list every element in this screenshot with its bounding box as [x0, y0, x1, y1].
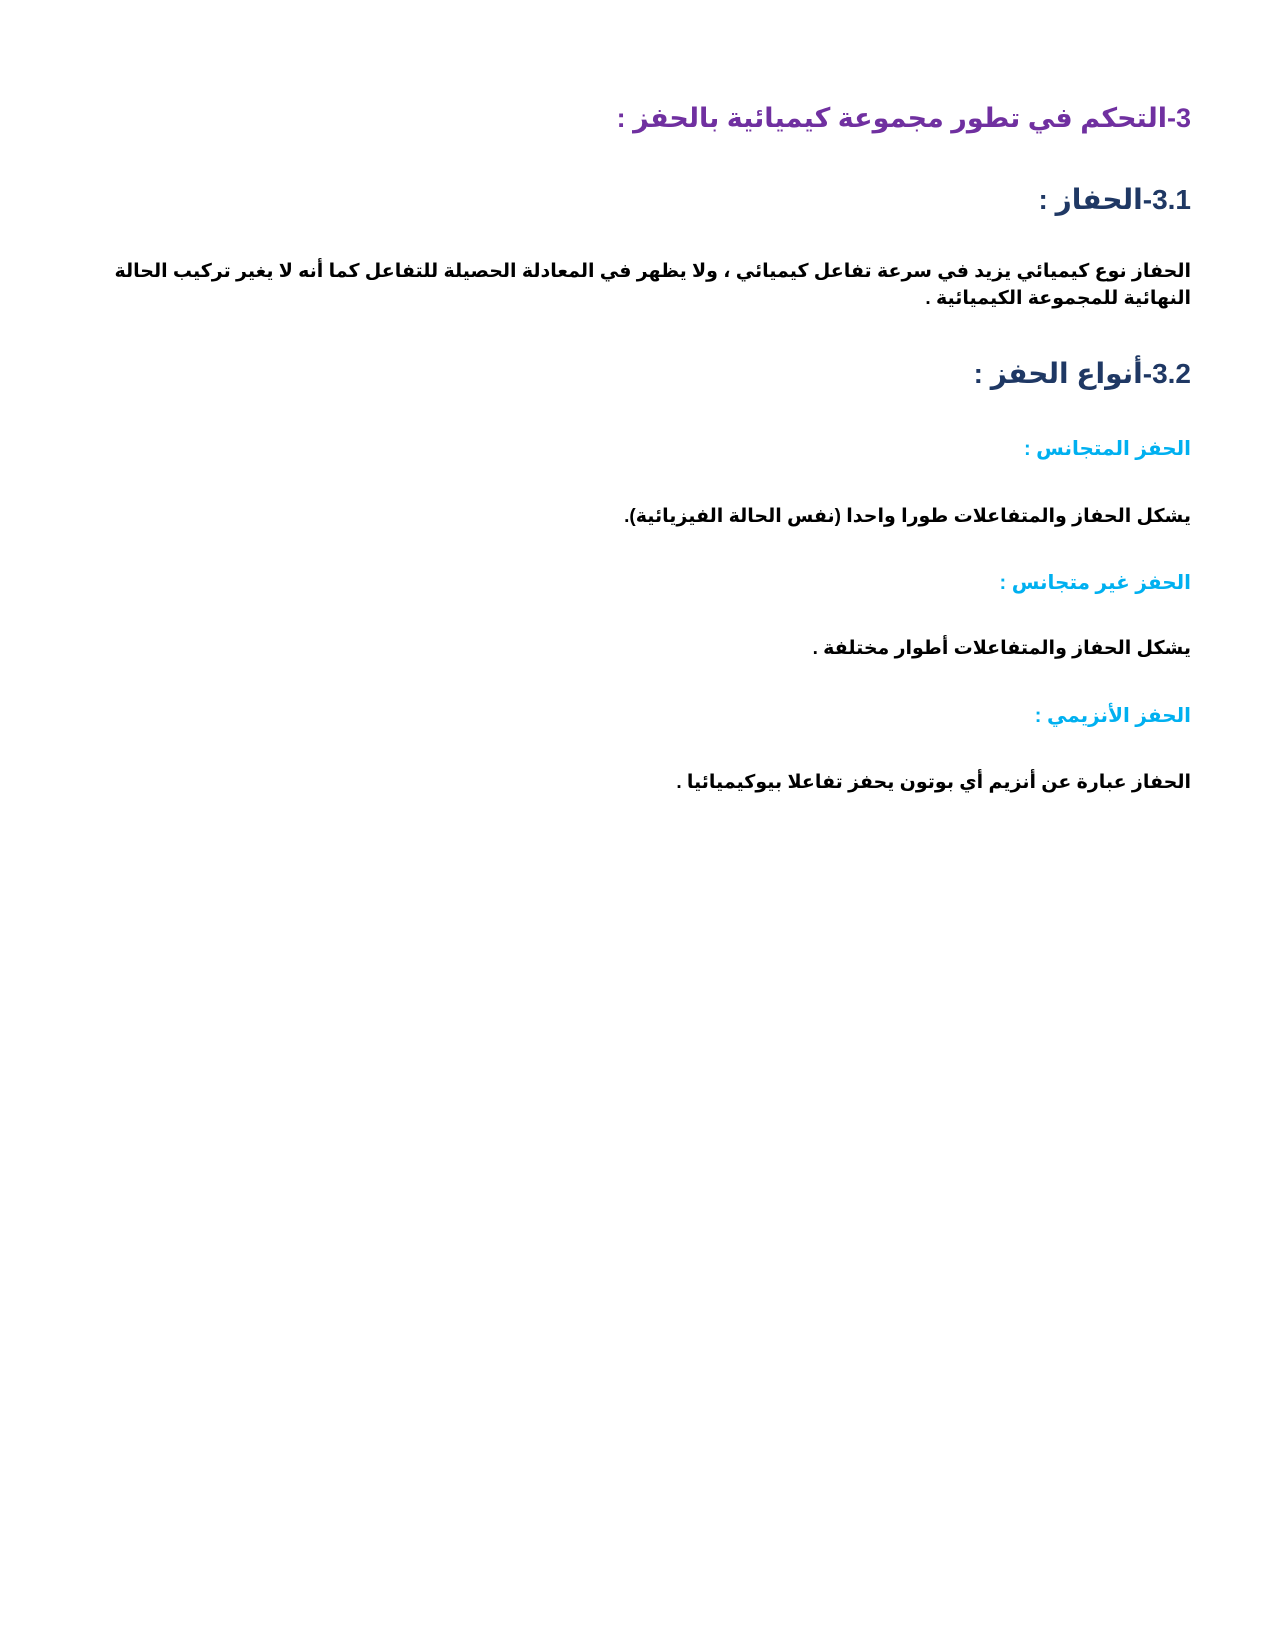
type-description-heterogeneous: يشكل الحفاز والمتفاعلات أطوار مختلفة .: [812, 638, 1191, 659]
type-heading-homogeneous: الحفز المتجانس :: [1023, 438, 1191, 460]
subsection-title-catalysis-types: 3.2-أنواع الحفز :: [973, 358, 1191, 389]
type-heading-enzymatic: الحفز الأنزيمي :: [1034, 705, 1191, 727]
section-title: 3-التحكم في تطور مجموعة كيميائية بالحفز :: [616, 103, 1191, 133]
type-heading-heterogeneous: الحفز غير متجانس :: [999, 572, 1191, 594]
catalyst-definition-paragraph: الحفاز نوع كيميائي يزيد في سرعة تفاعل كيميائي ، ولا يظهر في المعادلة الحصيلة للتفاعل كما أنه لا يغير تركيب الحالة النهائية للمجموعة الكيميائية .: [114, 261, 1191, 309]
type-description-homogeneous: يشكل الحفاز والمتفاعلات طورا واحدا (نفس الحالة الفيزيائية).: [624, 506, 1191, 527]
type-description-enzymatic: الحفاز عبارة عن أنزيم أي بوتون يحفز تفاعلا بيوكيميائيا .: [676, 772, 1191, 793]
subsection-title-catalyst: 3.1-الحفاز :: [1038, 184, 1191, 215]
